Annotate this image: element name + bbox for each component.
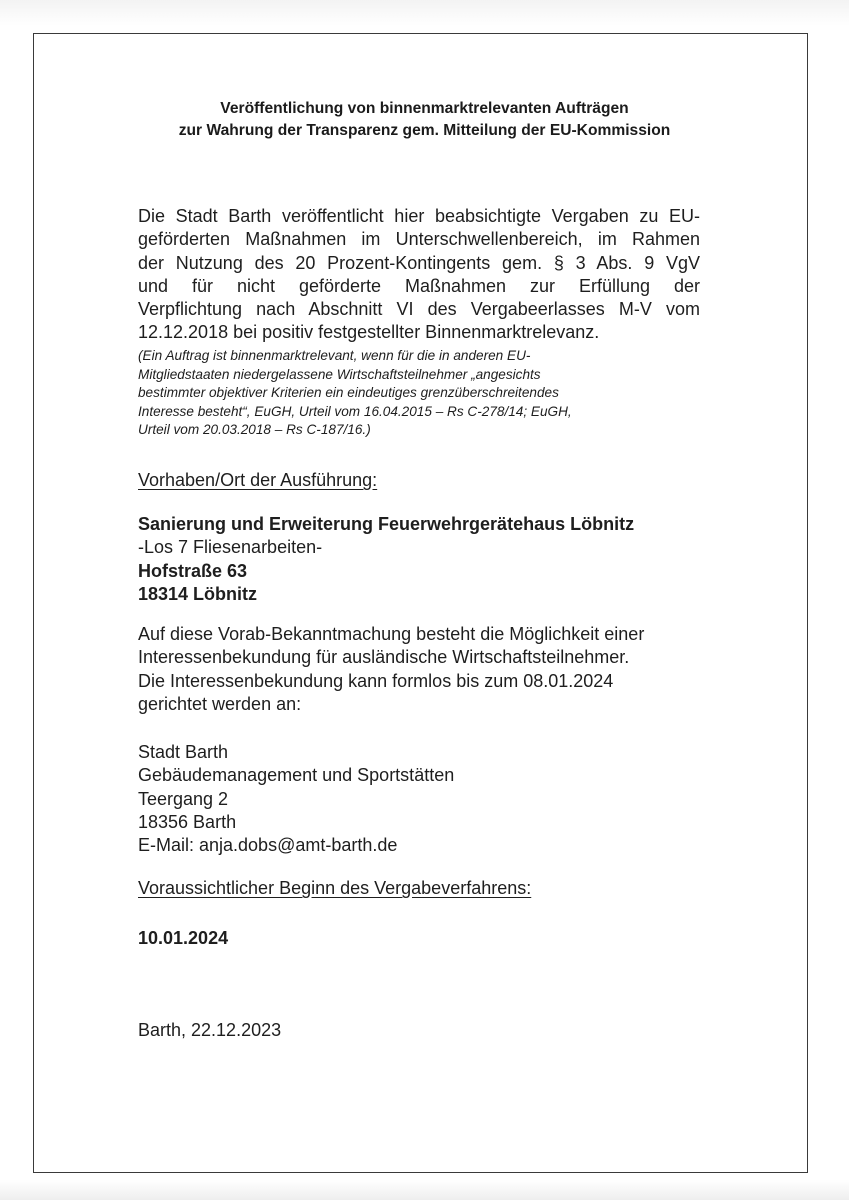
interest-line: gerichtet werden an: bbox=[138, 693, 302, 714]
project-city: 18314 Löbnitz bbox=[138, 583, 258, 604]
intro-line: Verpflichtung nach Abschnitt VI des Vergabeerlasses M-V vom bbox=[138, 299, 700, 320]
note-line: bestimmter objektiver Kriterien ein eindeutiges grenzüberschreitendes bbox=[138, 385, 559, 401]
place-date: Barth, 22.12.2023 bbox=[138, 1020, 282, 1040]
intro-line: Die Stadt Barth veröffentlicht hier beabsichtigte Vergaben zu EU- bbox=[138, 206, 700, 226]
procedure-heading-block bbox=[138, 877, 700, 900]
intro-paragraph bbox=[138, 205, 700, 345]
legal-note bbox=[138, 347, 700, 440]
contact-dept: Gebäudemanagement und Sportstätten bbox=[138, 765, 455, 786]
intro-line: und für nicht geförderte Maßnahmen zur Erfüllung der bbox=[138, 275, 700, 296]
intro-line: geförderten Maßnahmen im Unterschwellenbereich, im Rahmen bbox=[138, 229, 700, 250]
title-line-2: zur Wahrung der Transparenz gem. Mitteilung der EU-Kommission bbox=[178, 122, 671, 139]
project-heading-block bbox=[138, 469, 700, 492]
note-line: (Ein Auftrag ist binnenmarktrelevant, wenn für die in anderen EU- bbox=[138, 348, 531, 363]
footer-block bbox=[138, 1019, 700, 1042]
procedure-date: 10.01.2024 bbox=[138, 928, 229, 948]
contact-city: 18356 Barth bbox=[138, 811, 237, 832]
scan-bottom-edge bbox=[0, 1180, 849, 1200]
project-details bbox=[138, 513, 700, 606]
note-line: Mitgliedstaaten niedergelassene Wirtschaftsteilnehmer „angesichts bbox=[138, 366, 541, 382]
contact-email[interactable]: E-Mail: anja.dobs@amt-barth.de bbox=[138, 835, 398, 856]
intro-line: 12.12.2018 bei positiv festgestellter Binnenmarktrelevanz. bbox=[138, 322, 600, 343]
interest-paragraph bbox=[138, 623, 700, 716]
contact-address bbox=[138, 741, 700, 857]
interest-line: Die Interessenbekundung kann formlos bis zum 08.01.2024 bbox=[138, 670, 614, 691]
project-heading: Vorhaben/Ort der Ausführung: bbox=[138, 470, 378, 490]
scan-top-edge bbox=[0, 0, 849, 26]
title-line-1: Veröffentlichung von binnenmarktrelevanten Aufträgen bbox=[220, 100, 629, 117]
contact-street: Teergang 2 bbox=[138, 788, 229, 809]
note-line: Interesse besteht“, EuGH, Urteil vom 16.04.2015 – Rs C-278/14; EuGH, bbox=[138, 403, 572, 419]
project-street: Hofstraße 63 bbox=[138, 560, 248, 581]
intro-line: der Nutzung des 20 Prozent-Kontingents gem. § 3 Abs. 9 VgV bbox=[138, 252, 700, 273]
interest-line: Interessenbekundung für ausländische Wirtschaftsteilnehmer. bbox=[138, 647, 630, 668]
interest-line: Auf diese Vorab-Bekanntmachung besteht die Möglichkeit einer bbox=[138, 624, 645, 644]
document-title bbox=[0, 98, 849, 142]
project-name: Sanierung und Erweiterung Feuerwehrgerätehaus Löbnitz bbox=[138, 514, 635, 534]
contact-org: Stadt Barth bbox=[138, 742, 229, 762]
procedure-date-block bbox=[138, 927, 700, 950]
procedure-heading: Voraussichtlicher Beginn des Vergabeverfahrens: bbox=[138, 878, 532, 898]
project-lot: -Los 7 Fliesenarbeiten- bbox=[138, 537, 323, 558]
note-line: Urteil vom 20.03.2018 – Rs C-187/16.) bbox=[138, 422, 371, 438]
